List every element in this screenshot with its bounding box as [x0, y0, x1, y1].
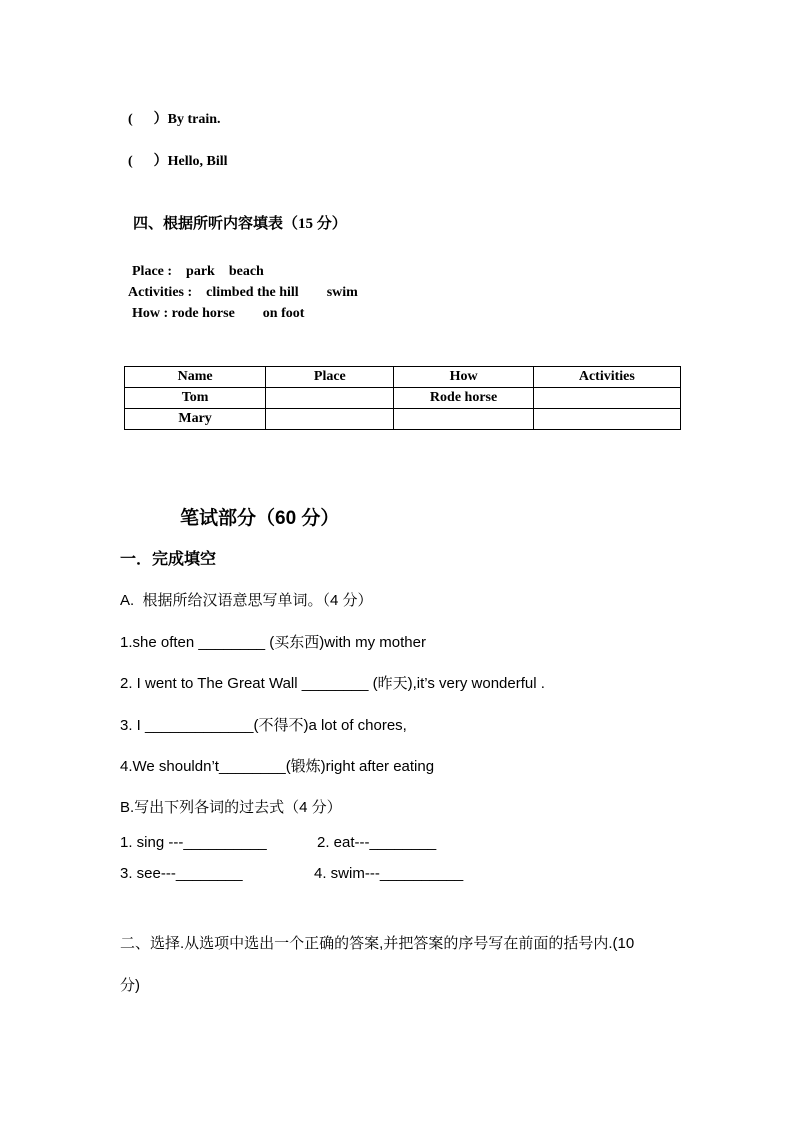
part-a-instruction: A. 根据所给汉语意思写单词。（4 分） [120, 592, 373, 609]
table-header-name: Name [125, 367, 266, 388]
table-cell[interactable] [266, 409, 394, 430]
table-cell[interactable] [533, 388, 680, 409]
table-cell[interactable] [266, 388, 394, 409]
table-header-how: How [394, 367, 533, 388]
listening-q2: ( ）Hello, Bill [128, 154, 228, 169]
table-cell[interactable] [394, 409, 533, 430]
part-b-item-2: 2. eat---________ [317, 834, 437, 851]
table-header-row [125, 367, 681, 388]
part-b-item-3: 3. see---________ [120, 865, 243, 882]
part-b-instruction: B.写出下列各词的过去式（4 分） [120, 799, 342, 816]
table-cell: Tom [125, 388, 266, 409]
table-cell: Rode horse [394, 388, 533, 409]
part2-instruction-line2: 分) [120, 977, 140, 994]
part1-title: 一．完成填空 [120, 551, 217, 568]
how-options: How : rode horse on foot [132, 306, 305, 321]
listening-q1: ( ）By train. [128, 112, 221, 127]
part-a-item-4: 4.We shouldn’t________(锻炼)right after eating [120, 758, 435, 775]
table-row [125, 409, 681, 430]
table-cell[interactable] [533, 409, 680, 430]
part-b-item-4: 4. swim---__________ [314, 865, 464, 882]
part-b-item-1: 1. sing ---__________ [120, 834, 267, 851]
fill-in-table [124, 366, 681, 430]
written-section-title: 笔试部分（60 分） [180, 508, 340, 529]
part-a-item-3: 3. I _____________(不得不)a lot of chores, [120, 717, 407, 734]
activities-options: Activities : climbed the hill swim [128, 285, 358, 300]
table-row [125, 388, 681, 409]
table-header-activities: Activities [533, 367, 680, 388]
part-a-item-1: 1.she often ________ (买东西)with my mother [120, 634, 426, 651]
table-header-place: Place [266, 367, 394, 388]
part2-instruction-line1: 二、选择.从选项中选出一个正确的答案,并把答案的序号写在前面的括号内.(10 [120, 935, 635, 952]
section-title-fill-table: 四、根据所听内容填表（15 分） [133, 216, 347, 232]
place-options: Place : park beach [132, 264, 264, 279]
table-cell: Mary [125, 409, 266, 430]
part-a-item-2: 2. I went to The Great Wall ________ (昨天),it’s very wonderful . [120, 675, 545, 692]
